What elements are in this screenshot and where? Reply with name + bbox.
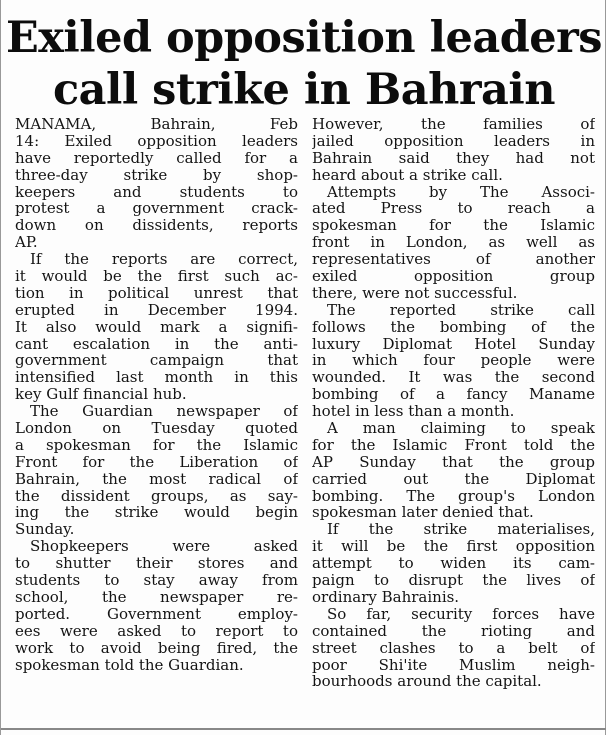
article-text-line: key Gulf financial hub. [15, 386, 187, 404]
article-text-line: The reported strike call [327, 301, 595, 319]
article-text-line: it will be the first opposition [312, 538, 595, 556]
article-text-line: bombing of a fancy Maname [312, 386, 595, 404]
article-text-line: ordinary Bahrainis. [312, 588, 460, 606]
article-text-line: bombing. The group's London [312, 487, 595, 505]
article-text-line: follows the bombing of the [312, 318, 595, 336]
article-text-line: government campaign that [15, 352, 298, 370]
article-text-line: heard about a strike call. [312, 166, 503, 184]
headline [1, 12, 606, 116]
article-text-line: jailed opposition leaders in [312, 132, 595, 150]
article-text-line: protest a government crack- [15, 200, 298, 218]
headline-line-1: Exiled opposition leaders [6, 13, 602, 63]
article-text-line: the dissident groups, as say- [15, 487, 298, 505]
article-text-line: Attempts by The Associ- [327, 183, 595, 201]
article-text-line: Bahrain, the most radical of [15, 470, 298, 488]
article-text-line: The Guardian newspaper of [30, 403, 298, 421]
article-text-line: there, were not successful. [312, 284, 518, 302]
article-text-line: down on dissidents, reports [15, 217, 298, 235]
article-text-line: ported. Government employ- [15, 605, 298, 623]
article-text-line: Front for the Liberation of [15, 453, 298, 471]
article-text-line: London on Tuesday quoted [15, 420, 298, 437]
article-text-line: cant escalation in the anti- [15, 335, 298, 353]
article-text-line: erupted in December 1994. [15, 301, 298, 319]
article-column-right [312, 116, 595, 690]
article-text-line: contained the rioting and [312, 622, 595, 640]
article-text-line: keepers and students to [15, 183, 298, 201]
article-text-line: A man claiming to speak [327, 420, 595, 437]
article-text-line: ing the strike would begin [15, 504, 298, 522]
article-text-line: MANAMA, Bahrain, Feb [15, 116, 298, 133]
article-text-line: three-day strike by shop- [15, 166, 298, 184]
article-text-line: If the strike materialises, [327, 521, 595, 539]
article-text-line: students to stay away from [15, 572, 298, 589]
article-text-line: front in London, as well as [312, 234, 595, 252]
article-text-line: 14: Exiled opposition leaders [15, 132, 298, 150]
article-text-line: Shopkeepers were asked [30, 538, 298, 556]
article-text-line: school, the newspaper re- [15, 588, 298, 606]
article-text-line: So far, security forces have [327, 605, 595, 623]
article-text-line: AP. [15, 234, 38, 252]
article-column-left [15, 116, 298, 673]
article-text-line: spokesman for the Islamic [312, 217, 595, 235]
article-text-line: representatives of another [312, 251, 595, 269]
article-text-line: exiled opposition group [312, 268, 595, 285]
article-text-line: street clashes to a belt of [312, 639, 595, 657]
article-text-line: a spokesman for the Islamic [15, 436, 298, 454]
article-text-line: work to avoid being fired, the [15, 639, 298, 657]
article-text-line: hotel in less than a month. [312, 403, 515, 421]
article-text-line: spokesman told the Guardian. [15, 656, 244, 674]
article-text-line: to shutter their stores and [15, 555, 298, 573]
article-text-line: ated Press to reach a [312, 200, 595, 218]
article-text-line: it would be the first such ac- [15, 268, 298, 285]
article-text-line: If the reports are correct, [30, 251, 298, 269]
article-text-line: carried out the Diplomat [312, 470, 595, 488]
article-text-line: spokesman later denied that. [312, 504, 534, 522]
headline-line-2: call strike in Bahrain [52, 65, 556, 115]
article-text-line: tion in political unrest that [15, 284, 298, 302]
article-text-line: Sunday. [15, 521, 75, 539]
article-text-line: ees were asked to report to [15, 622, 298, 640]
article-text-line: luxury Diplomat Hotel Sunday [312, 335, 595, 353]
bottom-rule [1, 728, 606, 730]
article-text-line: for the Islamic Front told the [312, 436, 595, 454]
article-text-line: paign to disrupt the lives of [312, 572, 595, 589]
article-text-line: bourhoods around the capital. [312, 673, 542, 691]
article-text-line: have reportedly called for a [15, 149, 298, 167]
article-text-line: in which four people were [312, 352, 595, 370]
article-text-line: It also would mark a signifi- [15, 318, 298, 336]
article-text-line: poor Shi'ite Muslim neigh- [312, 656, 595, 674]
article-text-line: intensified last month in this [15, 369, 298, 387]
article-text-line: Bahrain said they had not [312, 149, 595, 167]
article-text-line: wounded. It was the second [312, 369, 595, 387]
article-text-line: However, the families of [312, 116, 595, 133]
article-text-line: AP Sunday that the group [312, 453, 595, 471]
article-text-line: attempt to widen its cam- [312, 555, 595, 573]
